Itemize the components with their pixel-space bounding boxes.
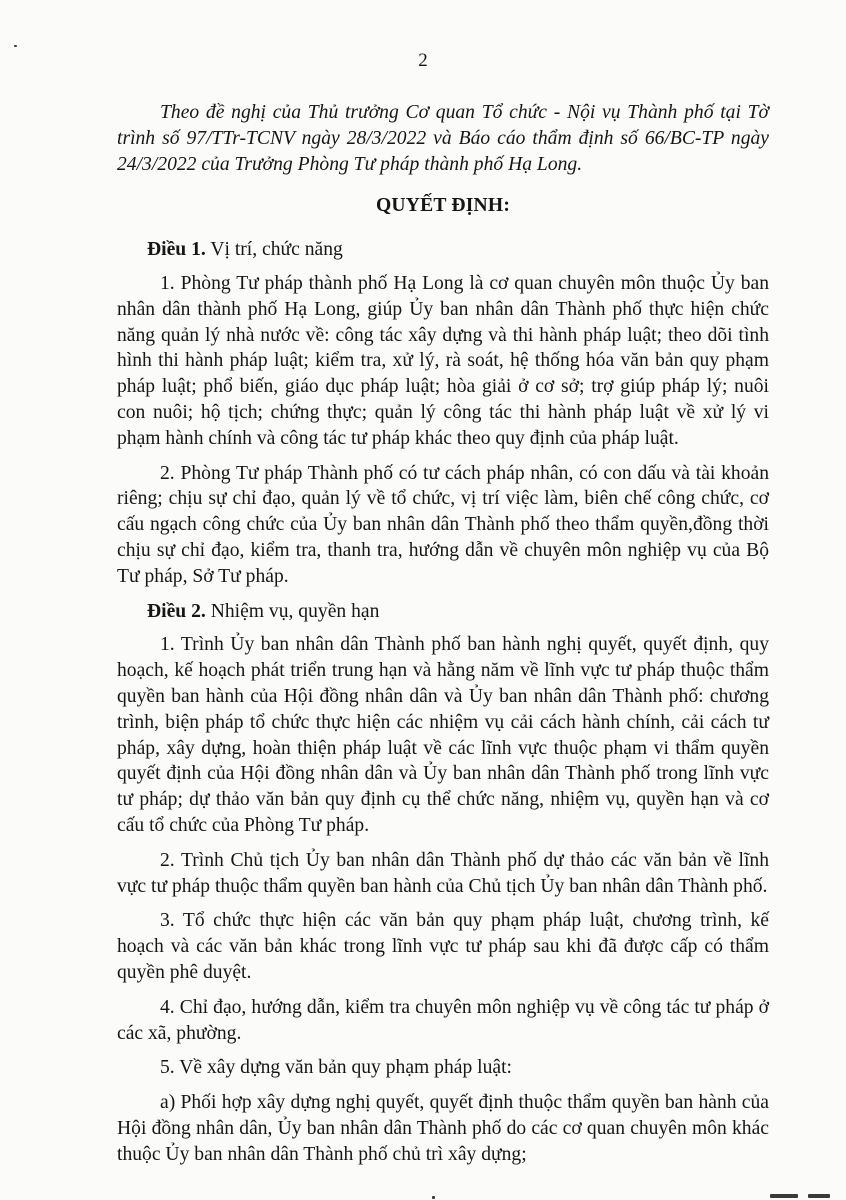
article-1-heading (117, 237, 769, 263)
scan-speck (432, 1196, 435, 1199)
article-2-title: Nhiệm vụ, quyền hạn (210, 600, 380, 622)
article-2-clause-3: 3. Tổ chức thực hiện các văn bản quy phạm pháp luật, chương trình, kế hoạch và các văn bản khác trong lĩnh vực tư pháp sau khi đã được cấp có thẩm quyền phê duyệt. (117, 910, 769, 983)
article-2-clause-4: 4. Chỉ đạo, hướng dẫn, kiểm tra chuyên môn nghiệp vụ về công tác tư pháp ở các xã, phường. (117, 996, 769, 1044)
article-2-clause-5a: a) Phối hợp xây dựng nghị quyết, quyết định thuộc thẩm quyền ban hành của Hội đồng nhân dân, Ủy ban nhân dân Thành phố do các cơ quan chuyên môn khác thuộc Ủy ban nhân dân Thành phố chủ trì xây dựng; (117, 1092, 769, 1165)
article-2-heading (117, 599, 769, 625)
page-number: 2 (418, 50, 428, 71)
document-body (117, 100, 769, 1176)
article-2-label: Điều 2. (147, 600, 206, 622)
scan-speck (770, 1194, 798, 1198)
article-1-clause-1: 1. Phòng Tư pháp thành phố Hạ Long là cơ quan chuyên môn thuộc Ủy ban nhân dân thành phố Hạ Long, giúp Ủy ban nhân dân Thành phố thực hiện chức năng quản lý nhà nước về: công tác xây dựng và thi hành pháp luật; theo dõi tình hình thi hành pháp luật; kiểm tra, xử lý, rà soát, hệ thống hóa văn bản quy phạm pháp luật; phổ biến, giáo dục pháp luật; hòa giải ở cơ sở; trợ giúp pháp lý; nuôi con nuôi; hộ tịch; chứng thực; quản lý công tác thi hành pháp luật về xử lý vi phạm hành chính và công tác tư pháp khác theo quy định của pháp luật. (117, 272, 769, 449)
scan-speck (14, 45, 17, 47)
article-1-label: Điều 1. (147, 239, 206, 261)
intro-paragraph: Theo đề nghị của Thủ trưởng Cơ quan Tổ chức - Nội vụ Thành phố tại Tờ trình số 97/TTr-TCNV ngày 28/3/2022 và Báo cáo thẩm định số 66/BC-TP ngày 24/3/2022 của Trưởng Phòng Tư pháp thành phố Hạ Long. (117, 102, 769, 175)
article-1-title: Vị trí, chức năng (210, 239, 343, 261)
scan-speck (808, 1194, 830, 1198)
article-1-clause-2: 2. Phòng Tư pháp Thành phố có tư cách pháp nhân, có con dấu và tài khoản riêng; chịu sự chỉ đạo, quản lý về tổ chức, vị trí việc làm, biên chế công chức, cơ cấu ngạch công chức của Ủy ban nhân dân Thành phố theo thẩm quyền,đồng thời chịu sự chỉ đạo, kiểm tra, thanh tra, hướng dẫn về chuyên môn nghiệp vụ của Bộ Tư pháp, Sở Tư pháp. (117, 462, 769, 587)
article-2-clause-5: 5. Về xây dựng văn bản quy phạm pháp luật: (160, 1057, 512, 1079)
article-2-clause-2: 2. Trình Chủ tịch Ủy ban nhân dân Thành phố dự thảo các văn bản về lĩnh vực tư pháp thuộc thẩm quyền ban hành của Chủ tịch Ủy ban nhân dân Thành phố. (117, 849, 769, 897)
article-2-clause-1: 1. Trình Ủy ban nhân dân Thành phố ban hành nghị quyết, quyết định, quy hoạch, kế hoạch phát triển trung hạn và hằng năm về lĩnh vực tư pháp thuộc thẩm quyền ban hành của Hội đồng nhân dân và Ủy ban nhân dân Thành phố: chương trình, biện pháp tổ chức thực hiện các nhiệm vụ cải cách hành chính, cải cách tư pháp, xây dựng, hoàn thiện pháp luật về các lĩnh vực thuộc phạm vi thẩm quyền quyết định của Hội đồng nhân dân và Ủy ban nhân dân Thành phố trong lĩnh vực tư pháp; dự thảo văn bản quy định cụ thể chức năng, nhiệm vụ, quyền hạn và cơ cấu tổ chức của Phòng Tư pháp. (117, 634, 769, 836)
decision-heading: QUYẾT ĐỊNH: (375, 195, 511, 217)
